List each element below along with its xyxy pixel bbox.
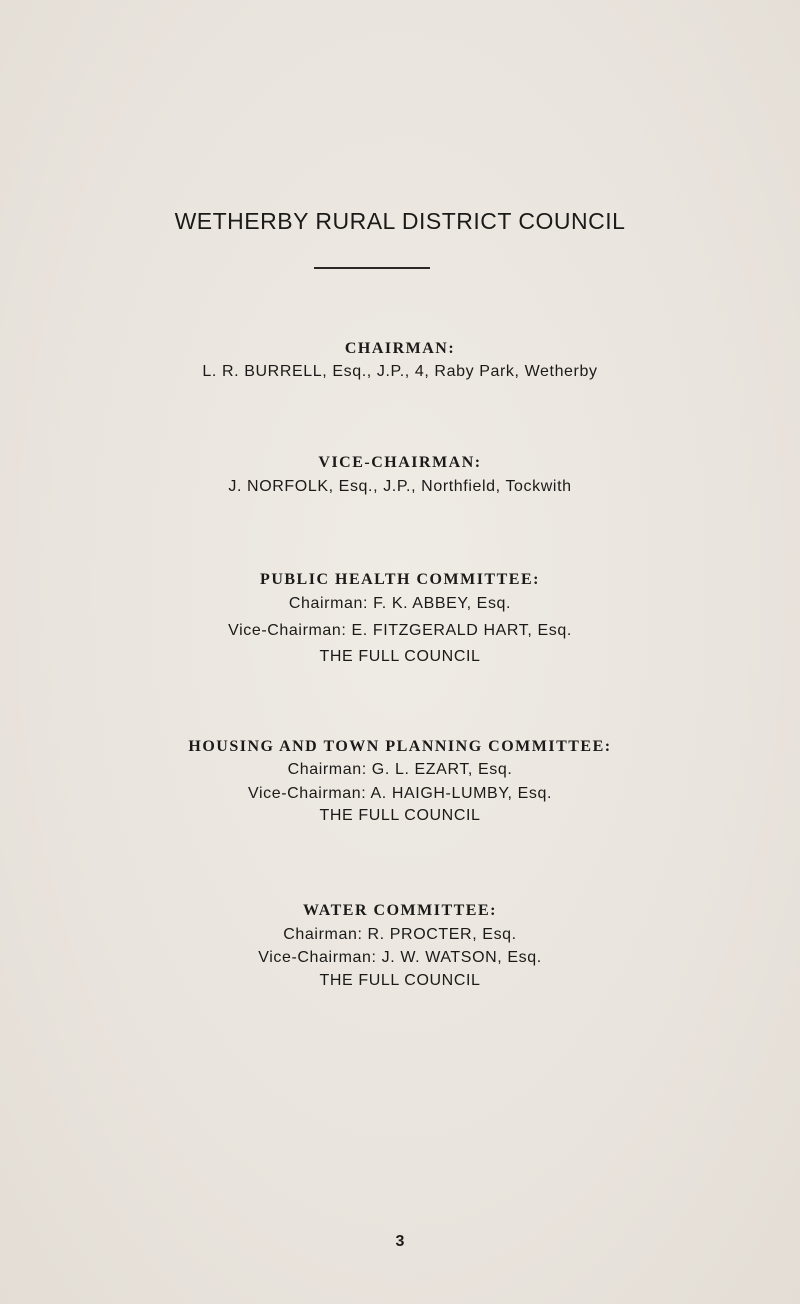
public-health-heading: PUBLIC HEALTH COMMITTEE: [260, 571, 540, 588]
water-members: THE FULL COUNCIL [319, 972, 481, 989]
water-chairman: Chairman: R. PROCTER, Esq. [283, 926, 517, 943]
public-health-vice-chairman: Vice-Chairman: E. FITZGERALD HART, Esq. [228, 622, 572, 639]
page-number: 3 [395, 1233, 405, 1250]
public-health-members: THE FULL COUNCIL [319, 648, 481, 665]
housing-members: THE FULL COUNCIL [319, 807, 481, 824]
housing-vice-chairman: Vice-Chairman: A. HAIGH-LUMBY, Esq. [247, 785, 553, 802]
vice-chairman-heading: VICE-CHAIRMAN: [318, 454, 482, 471]
housing-chairman: Chairman: G. L. EZART, Esq. [287, 761, 513, 778]
title-divider [314, 267, 430, 269]
vice-chairman-line: J. NORFOLK, Esq., J.P., Northfield, Tockwith [228, 478, 572, 495]
public-health-chairman: Chairman: F. K. ABBEY, Esq. [288, 595, 512, 612]
chairman-heading: CHAIRMAN: [344, 340, 456, 357]
chairman-line: L. R. BURRELL, Esq., J.P., 4, Raby Park, Wetherby [202, 363, 598, 380]
page-title: WETHERBY RURAL DISTRICT COUNCIL [174, 208, 626, 234]
water-vice-chairman: Vice-Chairman: J. W. WATSON, Esq. [258, 949, 542, 966]
water-heading: WATER COMMITTEE: [303, 902, 497, 919]
housing-heading: HOUSING AND TOWN PLANNING COMMITTEE: [188, 738, 612, 755]
